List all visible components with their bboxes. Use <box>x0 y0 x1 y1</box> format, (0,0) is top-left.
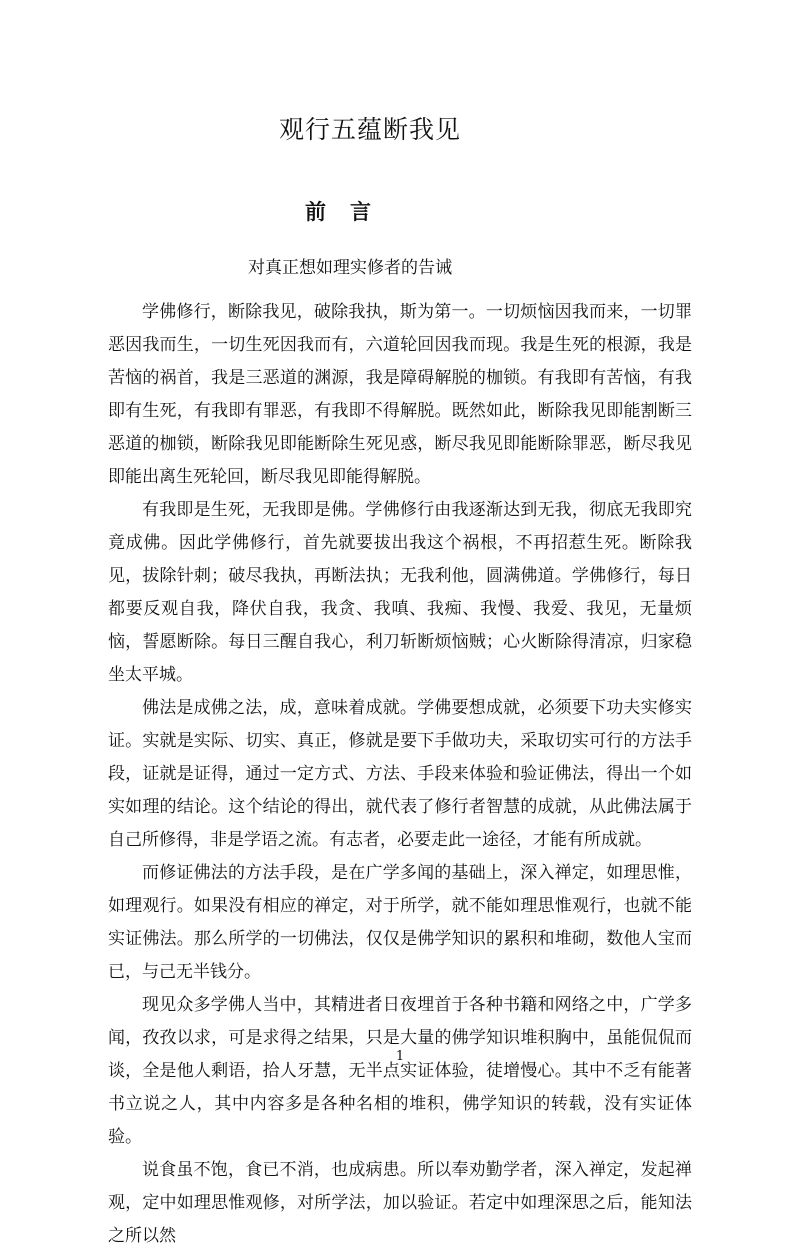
paragraph-2: 有我即是生死，无我即是佛。学佛修行由我逐渐达到无我，彻底无我即究竟成佛。因此学佛修行，首先就要拔出我这个祸根，不再招惹生死。断除我见，拔除针刺；破尽我执，再断法执；无我利他，圆满佛道。学佛修行，每日都要反观自我，降伏自我，我贪、我嗔、我痴、我慢、我爱、我见，无量烦恼，誓愿断除。每日三醒自我心，利刀斩断烦恼贼；心火断除得清凉，归家稳坐太平城。 <box>108 500 692 685</box>
page-number: 1 <box>395 1049 405 1064</box>
document-title: 观行五蕴断我见 <box>278 115 461 144</box>
paragraph-3: 佛法是成佛之法，成，意味着成就。学佛要想成就，必须要下功夫实修实证。实就是实际、切实、真正，修就是要下手做功夫，采取切实可行的方法手段，证就是证得，通过一定方式、方法、手段来体验和验证佛法，得出一个如实如理的结论。这个结论的得出，就代表了修行者智慧的成就，从此佛法属于自己所修得，非是学语之流。有志者，必要走此一途径，才能有所成就。 <box>108 698 692 850</box>
paragraph-5: 现见众多学佛人当中，其精进者日夜埋首于各种书籍和网络之中，广学多闻，孜孜以求，可是求得之结果，只是大量的佛学知识堆积胸中，虽能侃侃而谈，全是他人剩语，拾人牙慧，无半点实证体验，徒增慢心。其中不乏有能著书立说之人，其中内容多是各种名相的堆积，佛学知识的转载，没有实证体验。 <box>108 995 692 1147</box>
section-title: 前言 <box>305 200 395 224</box>
paragraph-6: 说食虽不饱，食已不消，也成病患。所以奉劝勤学者，深入禅定，发起禅观，定中如理思惟观修，对所学法，加以验证。若定中如理深思之后，能知法之所以然 <box>108 1160 692 1246</box>
section-subtitle: 对真正想如理实修者的告诫 <box>248 258 452 278</box>
paragraph-1: 学佛修行，断除我见，破除我执，斯为第一。一切烦恼因我而来，一切罪恶因我而生，一切生死因我而有，六道轮回因我而现。我是生死的根源，我是苦恼的祸首，我是三恶道的渊源，我是障碍解脱的枷锁。有我即有苦恼，有我即有生死，有我即有罪恶，有我即不得解脱。既然如此，断除我见即能割断三恶道的枷锁，断除我见即能断除生死见惑，断尽我见即能断除罪恶，断尽我见即能出离生死轮回，断尽我见即能得解脱。 <box>108 302 692 487</box>
body-text <box>108 296 692 1253</box>
paragraph-4: 而修证佛法的方法手段，是在广学多闻的基础上，深入禅定，如理思惟，如理观行。如果没有相应的禅定，对于所学，就不能如理思惟观行，也就不能实证佛法。那么所学的一切佛法，仅仅是佛学知识的累积和堆砌，数他人宝而已，与己无半钱分。 <box>108 863 692 982</box>
